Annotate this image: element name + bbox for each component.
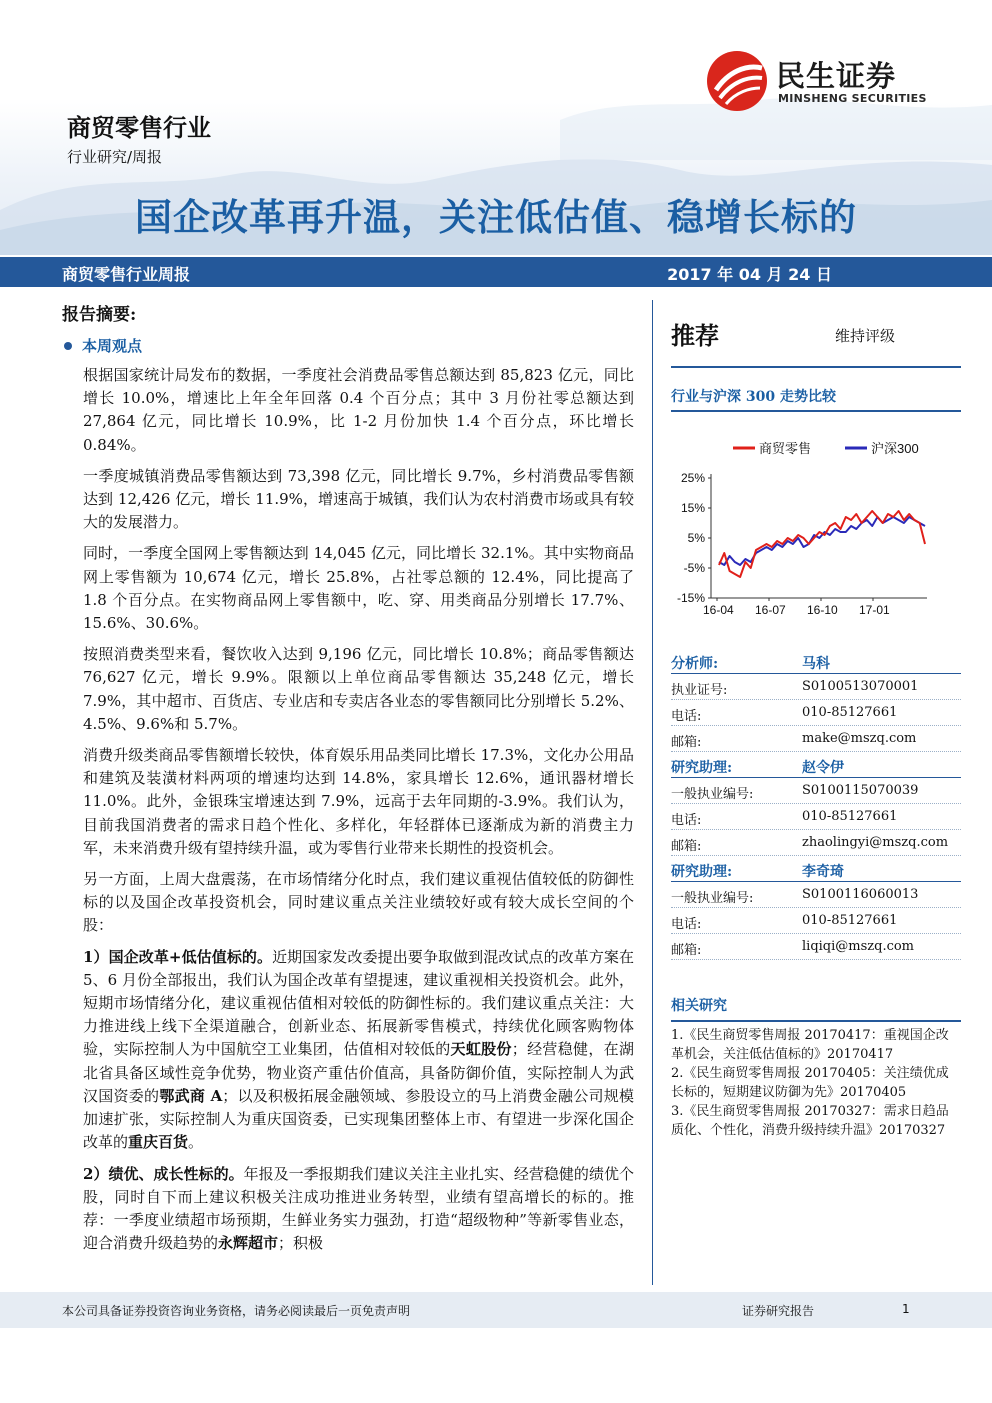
paragraph: 同时，一季度全国网上零售额达到 14,045 亿元，同比增长 32.1%。其中实物商品网上零售额为 10,674 亿元，增长 25.8%，占社零总额的 12.4%，同比提高了 1.8 个百分点。在实物商品网上零售额中，吃、穿、用类商品分别增长 17.7%、15.6%、30.6%。	[83, 544, 634, 633]
analyst-contact-row	[671, 882, 961, 908]
paragraph: 消费升级类商品零售额增长较快，体育娱乐用品类同比增长 17.3%，文化办公用品和建筑及装潢材料两项的增速均达到 14.8%，家具增长 12.6%，通讯器材增长 11.0%。此外，金银珠宝增速达到 7.9%，远高于去年同期的-3.9%。我们认为，目前我国消费者的需求日趋个性化、多样化，年轻群体已逐渐成为新的消费主力军，未来消费升级有望持续升温，或为零售行业带来长期性的投资机会。	[83, 746, 634, 857]
performance-chart	[671, 428, 961, 628]
analyst-role-row	[671, 752, 961, 778]
contact-label: 邮箱:	[671, 839, 702, 854]
analyst-name: 赵令伊	[802, 760, 844, 776]
stock-name: 永辉超市	[218, 1234, 279, 1253]
section-heading-text: 本周观点	[82, 337, 143, 355]
contact-value[interactable]: liqiqi@mszq.com	[802, 939, 915, 954]
paragraph: 一季度城镇消费品零售额达到 73,398 亿元，同比增长 9.7%，乡村消费品零售额达到 12,426 亿元，增长 11.9%，增速高于城镇，我们认为农村消费市场或具有较大的发展潜力。	[83, 466, 634, 532]
y-tick-label: -15%	[676, 591, 705, 605]
y-tick-label: 15%	[680, 501, 705, 515]
contact-label: 电话:	[671, 813, 702, 828]
related-research	[671, 997, 961, 1140]
series-line	[719, 511, 925, 577]
contact-label: 电话:	[671, 709, 702, 724]
divider	[671, 366, 961, 368]
analyst-name: 马科	[802, 656, 830, 672]
analyst-contact-row	[671, 804, 961, 830]
contact-value: 010-85127661	[802, 913, 898, 928]
footer-disclaimer: 本公司具备证券投资咨询业务资格，请务必阅读最后一页免责声明	[62, 1304, 411, 1318]
analyst-name: 李奇琦	[802, 864, 844, 880]
paragraph-text: ；以及积极拓展金融领域、参股设立的马上消费金融公司规模加速扩张，实际控制人为重庆国资委，已实现集团整体上市、有望进一步深化国企改革的	[83, 1086, 634, 1152]
related-item: 2.《民生商贸零售周报 20170405：关注绩优成长标的，短期建议防御为先》20170405	[671, 1066, 949, 1100]
analyst-role: 研究助理:	[671, 864, 733, 880]
y-tick-label: 25%	[680, 471, 705, 485]
analyst-contact-row	[671, 934, 961, 960]
y-tick-label: 5%	[687, 531, 705, 545]
chart-section-title: 行业与沪深 300 走势比较	[671, 386, 961, 412]
minsheng-logo-icon	[706, 50, 768, 112]
contact-label: 邮箱:	[671, 735, 702, 750]
analyst-role-row	[671, 648, 961, 674]
footer-doc-type: 证券研究报告	[742, 1304, 815, 1318]
paragraph-soe-reform	[83, 946, 634, 1155]
rating-label: 推荐	[671, 322, 719, 350]
contact-label: 电话:	[671, 917, 702, 932]
stock-name: 天虹股份	[450, 1040, 512, 1059]
paragraph-text: ；积极	[278, 1234, 324, 1253]
brand-logo	[706, 50, 936, 110]
contact-value: 010-85127661	[802, 809, 898, 824]
contact-value: S0100513070001	[802, 679, 919, 694]
paragraph: 按照消费类型来看，餐饮收入达到 9,196 亿元，同比增长 10.8%；商品零售额达 76,627 亿元，增长 9.9%。限额以上单位商品零售额达 35,248 亿元，增长 7.9%，其中超市、百货店、专业店和专卖店各业态的零售额同比分别增长 5.2%、4.5%、9.6%和 5.7%。	[83, 645, 634, 733]
analyst-role-row	[671, 856, 961, 882]
industry-name: 商贸零售行业	[67, 114, 211, 142]
paragraph-growth	[83, 1163, 634, 1256]
report-date: 2017 年 04 月 24 日	[667, 265, 832, 284]
x-tick-label: 16-04	[703, 603, 734, 617]
page-number: 1	[902, 1302, 910, 1316]
report-title: 国企改革再升温，关注低估值、稳增长标的	[135, 196, 857, 239]
series-line	[719, 517, 925, 565]
analyst-contact-row	[671, 726, 961, 752]
analyst-role: 分析师:	[671, 656, 719, 672]
paragraph-text: 年报及一季报期我们建议关注主业扎实、经营稳健的绩优个股，同时自下而上建议积极关注成功推进业务转型，业绩有望高增长的标的。推荐：一季度业绩超市场预期，生鲜业务实力强劲，打造“超级物种”等新零售业态，迎合消费升级趋势的	[83, 1164, 634, 1253]
summary-title: 报告摘要:	[62, 305, 137, 325]
paragraph: 根据国家统计局发布的数据，一季度社会消费品零售总额达到 85,823 亿元，同比增长 10.0%，增速比上年全年回落 0.4 个百分点；其中 3 月份社零总额达到 27,864 亿元，同比增长 10.9%，比 1-2 月份加快 1.4 个百分点，环比增长 0.84%。	[83, 366, 634, 454]
page-footer	[0, 1292, 992, 1328]
stock-name: 鄂武商 A	[159, 1086, 223, 1105]
title-band	[0, 257, 992, 287]
x-tick-label: 16-07	[755, 603, 786, 617]
contact-value: S0100116060013	[802, 887, 919, 902]
report-type: 行业研究/周报	[67, 148, 163, 166]
paragraph-text: 近期国家发改委提出要争取做到混改试点的改革方案在 5、6 月份全部报出，我们认为国企改革有望提速，建议重视相关投资机会。此外，短期市场情绪分化，建议重视估值相对较低的防御性标的。我们建议重点关注：大力推进线上线下全渠道融合，创新业态、拓展新零售模式，持续优化顾客购物体验，实际控制人为中国航空工业集团，估值相对较低的	[83, 947, 634, 1059]
contact-label: 执业证号:	[671, 683, 728, 698]
section-heading	[62, 335, 634, 356]
analyst-contact-row	[671, 700, 961, 726]
paragraph-text: 。	[188, 1133, 204, 1152]
paragraph: 另一方面，上周大盘震荡，在市场情绪分化时点，我们建议重视估值较低的防御性标的以及国企改革投资机会，同时建议重点关注业绩较好或有较大成长空间的个股：	[83, 870, 634, 935]
related-title: 相关研究	[671, 997, 961, 1022]
brand-name-cn: 民生证券	[776, 59, 897, 93]
contact-label: 一般执业编号:	[671, 787, 754, 802]
bullet-icon	[64, 342, 72, 350]
y-tick-label: -5%	[683, 561, 705, 575]
paragraph-lead: 2）绩优、成长性标的。	[83, 1164, 244, 1183]
x-tick-label: 17-01	[859, 603, 890, 617]
analyst-contact-row	[671, 908, 961, 934]
related-item: 1.《民生商贸零售周报 20170417：重视国企改革机会，关注低估值标的》20170417	[671, 1028, 949, 1062]
contact-label: 一般执业编号:	[671, 891, 754, 906]
analyst-contact-row	[671, 674, 961, 700]
contact-value: S0100115070039	[802, 783, 919, 798]
contact-value: 010-85127661	[802, 705, 898, 720]
related-item: 3.《民生商贸零售周报 20170327：需求日趋品质化、个性化，消费升级持续升温》20170327	[671, 1104, 949, 1138]
analyst-contact-row	[671, 778, 961, 804]
stock-name: 重庆百货	[128, 1133, 189, 1152]
contact-value[interactable]: make@mszq.com	[802, 731, 917, 746]
brand-name-en: MINSHENG SECURITIES	[778, 92, 927, 105]
rating-note: 维持评级	[835, 327, 896, 345]
analyst-contact-row	[671, 830, 961, 856]
contact-label: 邮箱:	[671, 943, 702, 958]
summary-column	[62, 300, 634, 1263]
paragraph-lead: 1）国企改革+低估值标的。	[83, 947, 273, 966]
column-divider	[652, 300, 653, 1285]
legend-label: 沪深300	[871, 441, 919, 456]
analyst-role: 研究助理:	[671, 760, 733, 776]
x-tick-label: 16-10	[807, 603, 838, 617]
paragraph-text: ；经营稳健，在湖北省具备区域性竞争优势，物业资产重估价值高，具备防御价值，实际控制人为武汉国资委的	[83, 1040, 634, 1105]
contact-value[interactable]: zhaolingyi@mszq.com	[802, 835, 949, 850]
legend-label: 商贸零售	[759, 441, 812, 456]
band-report-name: 商贸零售行业周报	[62, 265, 191, 284]
